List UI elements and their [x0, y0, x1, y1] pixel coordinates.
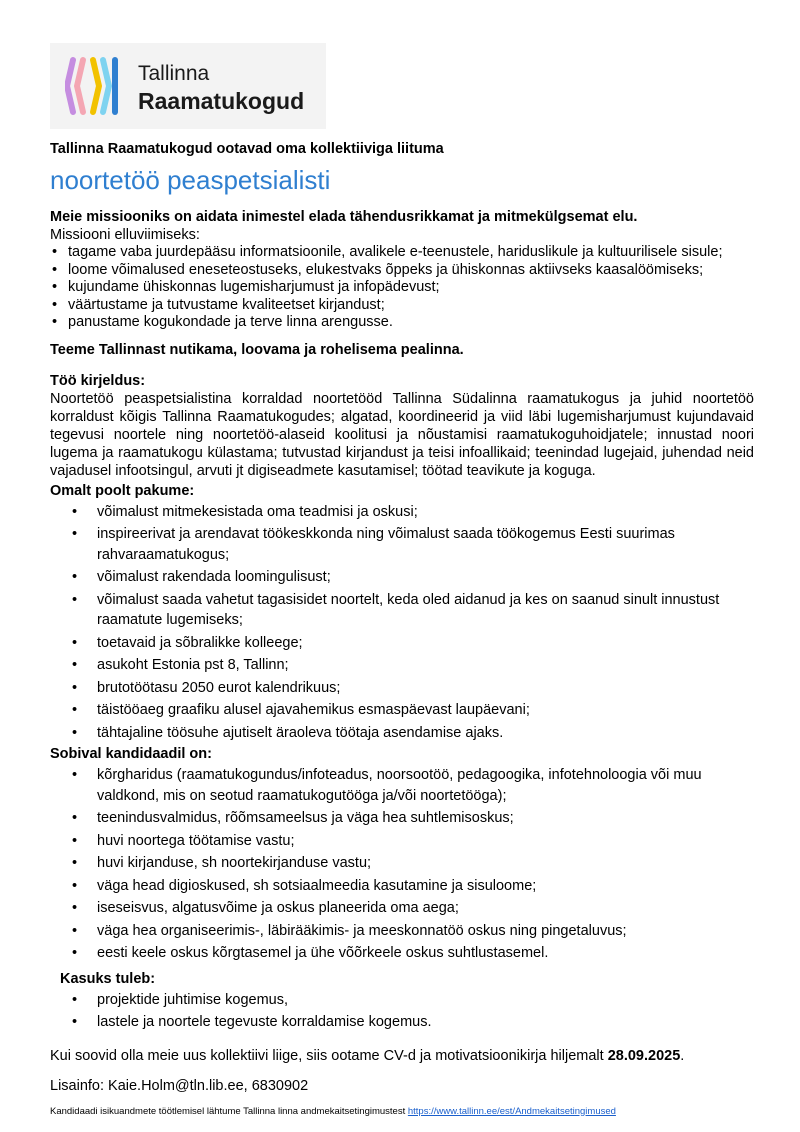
- logo-stripe: [67, 60, 73, 112]
- list-item: • tähtajaline töösuhe ajutiselt äraoleva töötaja asendamise ajaks.: [50, 723, 754, 744]
- privacy-policy-link[interactable]: https://www.tallinn.ee/est/Andmekaitsetingimused: [407, 1105, 616, 1117]
- list-item: • brutotöötasu 2050 eurot kalendrikuus;: [50, 678, 754, 699]
- list-item: • kujundame ühiskonnas lugemisharjumust ja infopädevust;: [50, 279, 754, 297]
- list-item: • võimalust rakendada loomingulisust;: [50, 567, 754, 588]
- list-item: • võimalust mitmekesistada oma teadmisi ja oskusi;: [50, 502, 754, 523]
- offer-heading: Omalt poolt pakume:: [50, 482, 195, 499]
- privacy-footer: [50, 1106, 754, 1118]
- logo-text-line2: Raamatukogud: [138, 88, 305, 114]
- library-logo-icon: [65, 56, 129, 116]
- mission-lead: Missiooni elluviimiseks:: [50, 227, 200, 243]
- job-description-heading: Töö kirjeldus:: [50, 372, 146, 389]
- application-deadline: 28.09.2025: [607, 1047, 681, 1064]
- list-item: • inspireerivat ja arendavat töökeskkonda ning võimalust saada töökogemus Eesti suurimas rahvaraamatukogus;: [50, 524, 754, 565]
- list-item: • projektide juhtimise kogemus,: [50, 990, 754, 1011]
- mission-list: [50, 244, 754, 332]
- footer-text: Kandidaadi isikuandmete töötlemisel lähtume Tallinna linna andmekaitsetingimustest: [50, 1105, 408, 1117]
- list-item: • kõrgharidus (raamatukogundus/infoteadus, noorsootöö, pedagoogika, infotehnoloogia või muu valdkond, mis on seotud raamatukogutööga ja/või noortetööga);: [50, 765, 754, 806]
- list-item: • võimalust saada vahetut tagasisidet noortelt, keda oled aidanud ja kes on saanud sinult innustust raamatute lugemiseks;: [50, 590, 754, 631]
- closing-text: [50, 1047, 754, 1065]
- list-item: • väga head digioskused, sh sotsiaalmeedia kasutamine ja sisuloome;: [50, 876, 754, 897]
- list-item: • iseseisvus, algatusvõime ja oskus planeerida oma aega;: [50, 898, 754, 919]
- closing-sentence: Kui soovid olla meie uus kollektiivi liige, siis ootame CV-d ja motivatsioonikirja hiljemalt: [50, 1047, 608, 1064]
- bonus-heading: Kasuks tuleb:: [60, 970, 156, 987]
- contact-info: Lisainfo: Kaie.Holm@tln.lib.ee, 6830902: [50, 1077, 309, 1094]
- list-item: • panustame kogukondade ja terve linna arengusse.: [50, 314, 754, 332]
- list-item: • teenindusvalmidus, rõõmsameelsus ja väga hea suhtlemisoskus;: [50, 808, 754, 829]
- logo-stripe: [93, 60, 99, 112]
- job-ad-content: [50, 140, 754, 1118]
- list-item: • väärtustame ja tutvustame kvaliteetset kirjandust;: [50, 297, 754, 315]
- intro-line: Tallinna Raamatukogud ootavad oma kollektiiviga liituma: [50, 141, 444, 157]
- list-item: • huvi kirjanduse, sh noortekirjanduse vastu;: [50, 853, 754, 874]
- offer-list: [50, 502, 754, 744]
- candidate-list: [50, 765, 754, 964]
- logo-stripe: [103, 60, 109, 112]
- closing-period: .: [680, 1047, 685, 1064]
- list-item: • huvi noortega töötamise vastu;: [50, 831, 754, 852]
- list-item: • lastele ja noortele tegevuste korraldamise kogemus.: [50, 1012, 754, 1033]
- candidate-heading: Sobival kandidaadil on:: [50, 746, 212, 762]
- slogan: Teeme Tallinnast nutikama, loovama ja rohelisema pealinna.: [50, 341, 464, 358]
- logo: [50, 43, 326, 129]
- logo-stripe: [77, 60, 83, 112]
- list-item: • asukoht Estonia pst 8, Tallinn;: [50, 655, 754, 676]
- bonus-list: [50, 990, 754, 1033]
- list-item: • väga hea organiseerimis-, läbirääkimis- ja meeskonnatöö oskus ning pingetaluvus;: [50, 921, 754, 942]
- mission-heading: Meie missiooniks on aidata inimestel elada tähendusrikkamat ja mitmekülgsemat elu.: [50, 209, 638, 225]
- list-item: • täistööaeg graafiku alusel ajavahemikus esmaspäevast laupäevani;: [50, 700, 754, 721]
- list-item: • toetavaid ja sõbralikke kolleege;: [50, 633, 754, 654]
- position-title: noortetöö peaspetsialisti: [50, 165, 331, 195]
- logo-text-line1: Tallinna: [138, 62, 210, 85]
- list-item: • loome võimalused eneseteostuseks, elukestvaks õppeks ja ühiskonnas aktiivseks kaasalöömiseks;: [50, 262, 754, 280]
- job-description-text: Noortetöö peaspetsialistina korraldad noortetööd Tallinna Südalinna raamatukogus ja juhid noortetöö korraldust kõigis Tallinna Raamatukogudes; algatad, koordineerid ja viid läbi lugemisharjumust kujundavaid tegevusi noortele ning noortetöö-alaseid koolitusi ja nõustamisi raamatukoguhoidjatele; innustad noori lugema ja raamatukogu külastama; tutvustad kirjandust ja teisi infoallikaid; teenindad lugejaid, juhendad neid vajadusel infootsingul, arvuti jt digiseadmete kasutamisel; töötad teavikute ja koguga.: [50, 390, 754, 479]
- list-item: • tagame vaba juurdepääsu informatsioonile, avalikele e-teenustele, hariduslikule ja kultuurilisele sisule;: [50, 244, 754, 262]
- list-item: • eesti keele oskus kõrgtasemel ja ühe võõrkeele oskus suhtlustasemel.: [50, 943, 754, 964]
